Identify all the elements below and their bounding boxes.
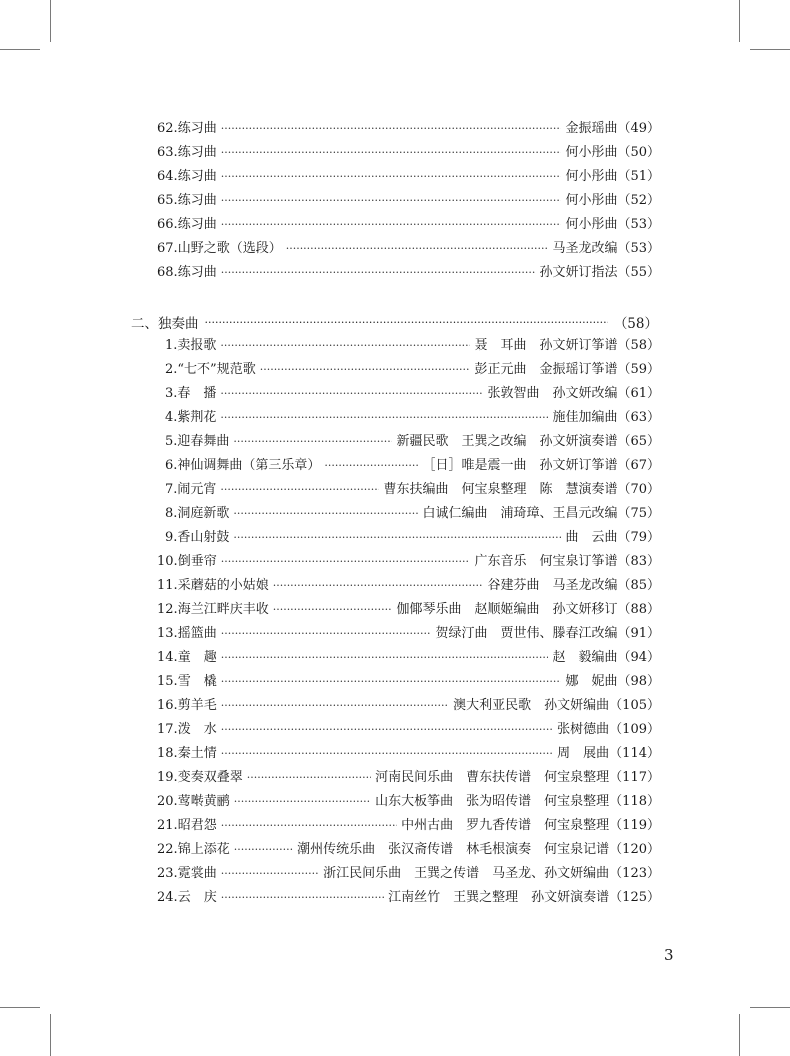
entry-title: 摇篮曲 <box>177 626 217 641</box>
entry-title: 练习曲 <box>177 169 217 184</box>
toc-entry[interactable] <box>157 237 660 261</box>
entry-credit: 谷建芬曲 马圣龙改编 <box>487 578 618 593</box>
entry-page: （50） <box>617 145 660 160</box>
entry-page: （52） <box>617 193 660 208</box>
toc-entry[interactable] <box>165 478 660 502</box>
entry-title: 昭君怨 <box>177 818 217 833</box>
entry-credit: 何小彤曲 <box>565 169 618 184</box>
entry-credit: 江南丝竹 王巽之整理 孙文妍演奏谱 <box>388 890 610 905</box>
entry-credit: 彭正元曲 金振瑶订筝谱 <box>474 362 618 377</box>
entry-number: 11. <box>157 578 178 593</box>
entry-page: （114） <box>609 746 660 761</box>
entry-credit: 何小彤曲 <box>565 217 618 232</box>
entry-title: 锦上添花 <box>177 842 230 857</box>
entry-number: 18. <box>157 746 178 761</box>
entry-page: （49） <box>617 121 660 136</box>
entry-credit: 马圣龙改编 <box>552 241 618 256</box>
toc-entry[interactable] <box>157 862 660 886</box>
toc-entry[interactable] <box>165 526 660 550</box>
toc-entry[interactable] <box>157 598 660 622</box>
entry-page: （119） <box>609 818 660 833</box>
toc-entry[interactable] <box>157 189 660 213</box>
entry-page: （118） <box>609 794 660 809</box>
entry-page: （117） <box>609 770 660 785</box>
entry-page: （58） <box>617 338 660 353</box>
dot-leader <box>221 189 562 213</box>
entry-title: 香山射鼓 <box>177 530 230 545</box>
dot-leader <box>234 838 293 862</box>
dot-leader <box>221 261 536 285</box>
entry-number: 7. <box>165 482 178 497</box>
entry-title: 剪羊毛 <box>177 698 217 713</box>
dot-leader <box>221 213 562 237</box>
toc-entry[interactable] <box>157 790 660 814</box>
entry-number: 23. <box>157 866 178 881</box>
entry-credit: 中州古曲 罗九香传谱 何宝泉整理 <box>401 818 610 833</box>
dot-leader <box>220 406 548 430</box>
toc-entry[interactable] <box>157 742 660 766</box>
entry-title: 霓裳曲 <box>177 866 217 881</box>
entry-title: 卖报歌 <box>177 338 217 353</box>
dot-leader <box>286 237 549 261</box>
dot-leader <box>220 478 379 502</box>
toc-entry[interactable] <box>165 502 660 526</box>
dot-leader <box>233 526 561 550</box>
entry-title: 海兰江畔庆丰收 <box>177 602 269 617</box>
crop-mark-top-left-h <box>0 49 40 50</box>
entry-credit: 施佳加编曲 <box>552 410 618 425</box>
entry-page: （75） <box>617 506 660 521</box>
entry-page: （125） <box>609 890 660 905</box>
dot-leader <box>221 886 384 910</box>
toc-entry[interactable] <box>157 261 660 285</box>
entry-page: （59） <box>617 362 660 377</box>
entry-number: 2. <box>165 362 178 377</box>
entry-page: （98） <box>617 674 660 689</box>
entry-number: 16. <box>157 698 178 713</box>
entry-number: 64. <box>157 169 178 184</box>
entry-title: 洞庭新歌 <box>177 506 230 521</box>
entry-page: （55） <box>617 265 660 280</box>
entry-page: （123） <box>609 866 660 881</box>
toc-entry[interactable] <box>165 358 660 382</box>
entry-credit: 何小彤曲 <box>565 145 618 160</box>
toc-entry[interactable] <box>157 886 660 910</box>
entry-page: （105） <box>609 698 660 713</box>
toc-entry[interactable] <box>157 622 660 646</box>
entry-page: （109） <box>609 722 660 737</box>
entry-number: 1. <box>165 338 178 353</box>
crop-mark-top-right-h <box>750 49 790 50</box>
crop-mark-bottom-left <box>50 1014 51 1056</box>
entry-number: 15. <box>157 674 178 689</box>
dot-leader <box>220 334 470 358</box>
dot-leader <box>221 622 432 646</box>
dot-leader <box>221 862 319 886</box>
toc-entry[interactable] <box>157 165 660 189</box>
dot-leader <box>221 670 562 694</box>
dot-leader <box>221 718 553 742</box>
entry-title: “七不”规范歌 <box>177 362 256 377</box>
toc-entry[interactable] <box>157 574 660 598</box>
toc-entry[interactable] <box>157 646 660 670</box>
toc-entry[interactable] <box>165 430 660 454</box>
entry-number: 10. <box>157 554 178 569</box>
entry-number: 13. <box>157 626 178 641</box>
entry-title: 练习曲 <box>177 121 217 136</box>
entry-number: 8. <box>165 506 178 521</box>
entry-credit: 赵 毅编曲 <box>552 650 618 665</box>
toc-entry[interactable] <box>157 766 660 790</box>
toc-entry[interactable] <box>157 670 660 694</box>
entry-title: 秦土情 <box>177 746 217 761</box>
toc-entry[interactable] <box>165 334 660 358</box>
toc-entry[interactable] <box>165 382 660 406</box>
entry-page: （85） <box>617 578 660 593</box>
entry-credit: 澳大利亚民歌 孙文妍编曲 <box>453 698 610 713</box>
entry-page: （53） <box>617 241 660 256</box>
entry-number: 19. <box>157 770 178 785</box>
entry-number: 4. <box>165 410 178 425</box>
entry-number: 68. <box>157 265 178 280</box>
entry-title: 练习曲 <box>177 217 217 232</box>
toc-entry[interactable] <box>165 406 660 430</box>
entry-title: 倒垂帘 <box>177 554 217 569</box>
entry-credit: 周 展曲 <box>557 746 610 761</box>
entry-credit: 孙文妍订指法 <box>539 265 618 280</box>
entry-title: 练习曲 <box>177 265 217 280</box>
entry-page: （94） <box>617 650 660 665</box>
entry-page: （65） <box>617 434 660 449</box>
crop-mark-top-right <box>739 0 740 42</box>
entry-page: （79） <box>617 530 660 545</box>
entry-credit: 聂 耳曲 孙文妍订筝谱 <box>474 338 618 353</box>
entry-page: （53） <box>617 217 660 232</box>
dot-leader <box>233 502 418 526</box>
entry-number: 65. <box>157 193 178 208</box>
section-heading[interactable] <box>131 310 658 334</box>
entry-credit: 伽倻琴乐曲 赵顺姬编曲 孙文妍移订 <box>396 602 618 617</box>
dot-leader <box>221 165 562 189</box>
crop-mark-bottom-right <box>739 1014 740 1056</box>
entry-title: 练习曲 <box>177 145 217 160</box>
entry-credit: 山东大板筝曲 张为昭传谱 何宝泉整理 <box>375 794 610 809</box>
toc-entry[interactable] <box>157 718 660 742</box>
dot-leader <box>221 814 397 838</box>
toc-entry[interactable] <box>157 213 660 237</box>
entry-page: （120） <box>609 842 660 857</box>
entry-number: 9. <box>165 530 178 545</box>
crop-mark-top-left <box>50 0 51 42</box>
dot-leader <box>205 316 608 329</box>
dot-leader <box>233 430 392 454</box>
entry-number: 21. <box>157 818 178 833</box>
entry-number: 20. <box>157 794 178 809</box>
dot-leader <box>324 454 418 478</box>
entry-credit: 新疆民歌 王巽之改编 孙文妍演奏谱 <box>396 434 618 449</box>
entry-page: （67） <box>617 458 660 473</box>
toc-entry[interactable] <box>165 454 660 478</box>
entry-title: 春 播 <box>177 386 217 401</box>
entry-page: （51） <box>617 169 660 184</box>
entry-number: 17. <box>157 722 178 737</box>
dot-leader <box>273 598 393 622</box>
entry-credit: 张敦智曲 孙文妍改编 <box>487 386 618 401</box>
entry-credit: 白诚仁编曲 浦琦璋、王昌元改编 <box>422 506 618 521</box>
entry-title: 迎春舞曲 <box>177 434 230 449</box>
entry-title: 莺啭黄鹂 <box>177 794 230 809</box>
entry-title: 童 趣 <box>177 650 217 665</box>
entry-page: （83） <box>617 554 660 569</box>
toc-entry[interactable] <box>157 141 660 165</box>
entry-credit: 曹东扶编曲 何宝泉整理 陈 慧演奏谱 <box>383 482 618 497</box>
section-page: （58） <box>613 316 658 332</box>
entry-credit: 浙江民间乐曲 王巽之传谱 马圣龙、孙文妍编曲 <box>323 866 610 881</box>
entry-page: （63） <box>617 410 660 425</box>
entry-number: 5. <box>165 434 178 449</box>
section-title: 二、独奏曲 <box>131 316 199 332</box>
entry-credit: 娜 妮曲 <box>565 674 618 689</box>
entry-credit: ［日］唯是震一曲 孙文妍订筝谱 <box>422 458 618 473</box>
entry-credit: 张树德曲 <box>557 722 610 737</box>
entry-title: 紫荆花 <box>177 410 217 425</box>
entry-page: （91） <box>617 626 660 641</box>
crop-mark-bottom-left-h <box>0 1007 40 1008</box>
dot-leader <box>273 574 484 598</box>
entry-page: （70） <box>617 482 660 497</box>
entry-title: 练习曲 <box>177 193 217 208</box>
dot-leader <box>221 646 549 670</box>
crop-mark-bottom-right-h <box>750 1007 790 1008</box>
dot-leader <box>234 790 371 814</box>
entry-title: 云 庆 <box>177 890 217 905</box>
entry-credit: 广东音乐 何宝泉订筝谱 <box>474 554 618 569</box>
entry-number: 62. <box>157 121 178 136</box>
dot-leader <box>221 550 471 574</box>
entry-number: 6. <box>165 458 178 473</box>
entry-title: 变奏双叠翠 <box>177 770 243 785</box>
entry-title: 采蘑菇的小姑娘 <box>177 578 269 593</box>
entry-credit: 金振瑶曲 <box>565 121 618 136</box>
entry-number: 3. <box>165 386 178 401</box>
toc-entry[interactable] <box>157 117 660 141</box>
entry-title: 闹元宵 <box>177 482 217 497</box>
dot-leader <box>247 766 371 790</box>
entry-title: 雪 橇 <box>177 674 217 689</box>
toc-entry[interactable] <box>157 814 660 838</box>
entry-page: （61） <box>617 386 660 401</box>
entry-number: 67. <box>157 241 178 256</box>
dot-leader <box>220 382 483 406</box>
entry-title: 泼 水 <box>177 722 217 737</box>
entry-number: 14. <box>157 650 178 665</box>
entry-credit: 河南民间乐曲 曹东扶传谱 何宝泉整理 <box>375 770 610 785</box>
dot-leader <box>221 117 562 141</box>
entry-title: 山野之歌（选段） <box>177 241 282 256</box>
entry-number: 66. <box>157 217 178 232</box>
entry-credit: 曲 云曲 <box>565 530 618 545</box>
dot-leader <box>221 742 553 766</box>
entry-page: （88） <box>617 602 660 617</box>
entry-number: 22. <box>157 842 178 857</box>
toc-entry[interactable] <box>157 838 660 862</box>
entry-number: 63. <box>157 145 178 160</box>
dot-leader <box>221 694 449 718</box>
entry-number: 24. <box>157 890 178 905</box>
entry-credit: 贺绿汀曲 贾世伟、滕春江改编 <box>435 626 618 641</box>
toc-entry[interactable] <box>157 550 660 574</box>
entry-credit: 何小彤曲 <box>565 193 618 208</box>
entry-credit: 潮州传统乐曲 张汉斋传谱 林毛根演奏 何宝泉记谱 <box>297 842 610 857</box>
entry-title: 神仙调舞曲（第三乐章） <box>177 458 321 473</box>
dot-leader <box>221 141 562 165</box>
toc-entry[interactable] <box>157 694 660 718</box>
entry-number: 12. <box>157 602 178 617</box>
page-number: 3 <box>664 946 674 964</box>
dot-leader <box>260 358 471 382</box>
